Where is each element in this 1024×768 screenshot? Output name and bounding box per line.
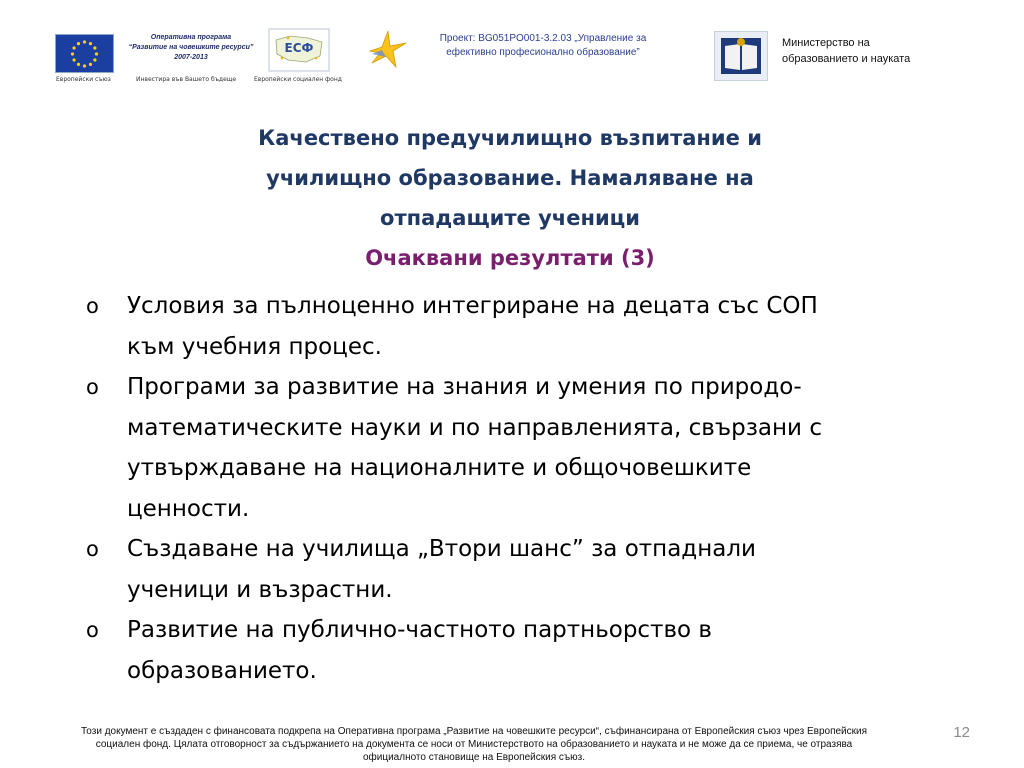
- open-book-icon: [715, 32, 767, 80]
- star-icon: [366, 27, 408, 69]
- esf-logo-text: ЕСФ: [284, 41, 314, 55]
- bullet-list: [86, 286, 956, 691]
- esf-logo: [268, 28, 330, 72]
- bullet-circle-icon: o: [86, 618, 99, 642]
- bullet-text-line: математическите науки и по направленията, свързани с: [127, 414, 822, 441]
- op-program-line1: Оперативна програма: [150, 34, 232, 41]
- bullet-text-line: ученици и възрастни.: [127, 576, 393, 603]
- bullet-item: [86, 286, 956, 367]
- project-line1: Проект: BG051PO001-3.2.03 „Управление за: [439, 33, 647, 44]
- bullet-circle-icon: o: [86, 375, 99, 399]
- project-line2: ефективно професионално образование”: [446, 47, 640, 58]
- ministry-caption: [782, 35, 952, 67]
- eu-caption: Европейски съюз: [56, 76, 111, 83]
- header-bar: [0, 0, 1024, 100]
- op-program-caption: Инвестира във Вашето бъдеще: [136, 76, 237, 83]
- slide-title: [120, 118, 900, 278]
- bullet-text-line: утвърждаване на националните и общочовешките: [127, 455, 752, 481]
- bullet-text-line: Развитие на публично-частното партньорство в: [127, 617, 712, 643]
- bullet-text-line: Създаване на училища „Втори шанс” за отпаднали: [127, 536, 756, 562]
- bullet-text-line: ценности.: [127, 495, 250, 522]
- eu-flag-logo: [55, 34, 114, 73]
- bullet-circle-icon: o: [86, 294, 99, 318]
- star-logo: [366, 27, 408, 69]
- bullet-text-line: Програми за развитие на знания и умения по природо-: [127, 374, 802, 400]
- ministry-line2: образованието и науката: [782, 53, 911, 65]
- op-program-line3: 2007-2013: [174, 54, 208, 61]
- footer-line-1: Този документ е създаден с финансовата подкрепа на Оперативна програма „Развитие на човешките ресурси“, съфинансирана от Европейския съюз чрез Европейския: [80, 726, 868, 737]
- bullet-circle-icon: o: [86, 537, 99, 561]
- bullet-item: [86, 367, 956, 529]
- bullet-text-line: образованието.: [127, 657, 317, 684]
- esf-caption: Европейски социален фонд: [254, 76, 342, 83]
- title-line-1: Качествено предучилищно възпитание и: [258, 126, 762, 150]
- title-line-2: училищно образование. Намаляване на: [266, 166, 754, 190]
- footer-disclaimer: [14, 725, 934, 764]
- bullet-item: [86, 610, 956, 691]
- operational-program-logo: [116, 33, 266, 63]
- slide-subtitle: Очаквани резултати (3): [365, 246, 655, 270]
- footer-line-2: социален фонд. Цялата отговорност за съдържанието на документа се носи от Министерството на образованието и науката и не може да се приема, че отразява: [95, 739, 853, 750]
- project-caption: [418, 32, 668, 60]
- esf-map-icon: [268, 28, 330, 72]
- bullet-text-line: към учебния процес.: [127, 333, 382, 360]
- ministry-logo: [714, 31, 768, 81]
- op-program-line2: “Развитие на човешките ресурси”: [128, 44, 254, 51]
- bullet-text-line: Условия за пълноценно интегриране на децата със СОП: [127, 293, 818, 319]
- ministry-line1: Министерство на: [782, 37, 870, 49]
- page-number: 12: [953, 724, 970, 741]
- bullet-item: [86, 529, 956, 610]
- title-line-3: отпадащите ученици: [380, 206, 640, 230]
- eu-stars-icon: [56, 35, 113, 72]
- footer-line-3: официалното становище на Европейския съюз.: [362, 752, 586, 763]
